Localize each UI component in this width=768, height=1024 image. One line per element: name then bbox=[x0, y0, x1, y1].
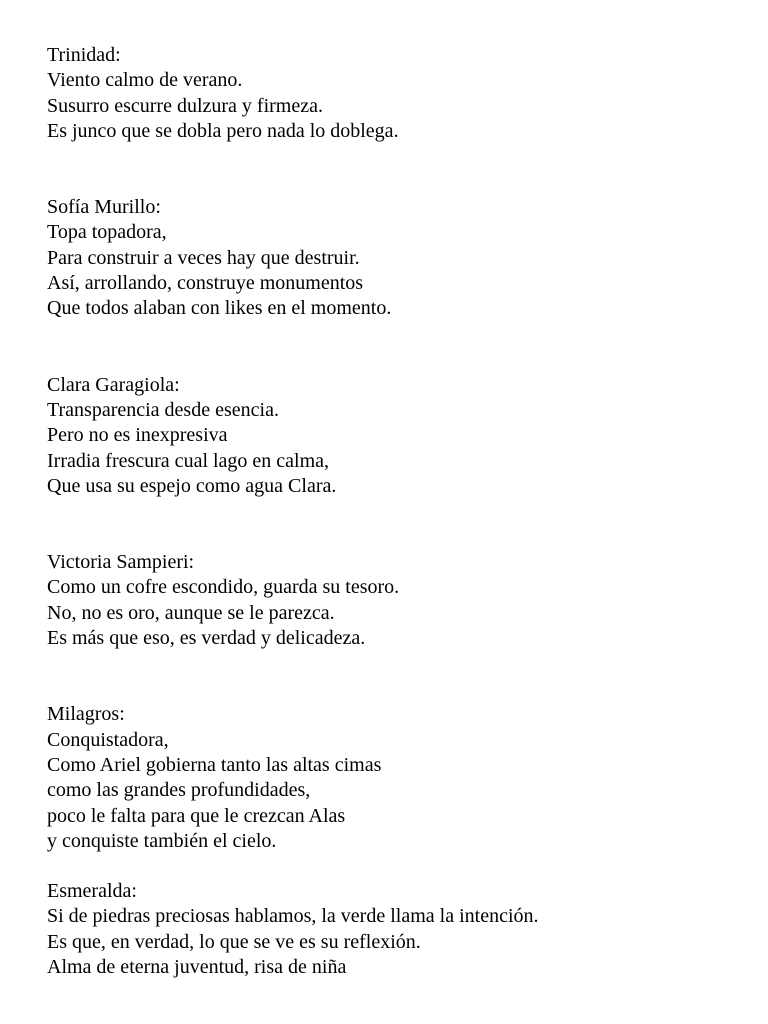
stanza-name: Trinidad: bbox=[47, 44, 121, 66]
verse-line: Que todos alaban con likes en el momento. bbox=[47, 297, 392, 320]
stanza-name: Milagros: bbox=[47, 703, 125, 726]
verse-line: Susurro escurre dulzura y firmeza. bbox=[47, 94, 323, 117]
stanza-gap bbox=[47, 854, 747, 879]
verse-line: y conquiste también el cielo. bbox=[47, 829, 277, 852]
verse-line: Topa topadora, bbox=[47, 221, 167, 244]
poem-page bbox=[47, 43, 747, 980]
stanza-victoria-sampieri bbox=[47, 550, 747, 651]
verse-line: Si de piedras preciosas hablamos, la verde llama la intención. bbox=[47, 905, 539, 928]
verse-line: Transparencia desde esencia. bbox=[47, 398, 279, 421]
stanza-esmeralda bbox=[47, 879, 747, 980]
verse-line: Pero no es inexpresiva bbox=[47, 424, 228, 447]
verse-line: Es junco que se dobla pero nada lo doblega. bbox=[47, 119, 399, 142]
stanza-name: Sofía Murillo: bbox=[47, 196, 161, 219]
stanza-gap bbox=[47, 499, 747, 550]
stanza-clara-garagiola bbox=[47, 373, 747, 499]
verse-line: Para construir a veces hay que destruir. bbox=[47, 246, 360, 269]
stanza-name: Victoria Sampieri: bbox=[47, 551, 195, 574]
stanza-gap bbox=[47, 322, 747, 373]
verse-line: Viento calmo de verano. bbox=[47, 69, 243, 92]
verse-line: Como un cofre escondido, guarda su tesoro. bbox=[47, 576, 400, 599]
stanza-name: Esmeralda: bbox=[47, 880, 137, 903]
verse-line: Irradia frescura cual lago en calma, bbox=[47, 449, 330, 472]
verse-line: Alma de eterna juventud, risa de niña bbox=[47, 956, 347, 979]
stanza-trinidad bbox=[47, 43, 747, 144]
verse-line: No, no es oro, aunque se le parezca. bbox=[47, 601, 335, 624]
stanza-gap bbox=[47, 651, 747, 702]
verse-line: poco le falta para que le crezcan Alas bbox=[47, 804, 346, 827]
verse-line: Es que, en verdad, lo que se ve es su reflexión. bbox=[47, 930, 421, 953]
verse-line: Conquistadora, bbox=[47, 728, 169, 751]
stanza-sofia-murillo bbox=[47, 195, 747, 321]
verse-line: Así, arrollando, construye monumentos bbox=[47, 272, 364, 295]
stanza-gap bbox=[47, 144, 747, 195]
verse-line: Como Ariel gobierna tanto las altas cimas bbox=[47, 753, 382, 776]
verse-line: Es más que eso, es verdad y delicadeza. bbox=[47, 627, 366, 650]
stanza-milagros bbox=[47, 702, 747, 854]
verse-line: Que usa su espejo como agua Clara. bbox=[47, 474, 337, 497]
stanza-name: Clara Garagiola: bbox=[47, 373, 180, 396]
verse-line: como las grandes profundidades, bbox=[47, 779, 311, 802]
